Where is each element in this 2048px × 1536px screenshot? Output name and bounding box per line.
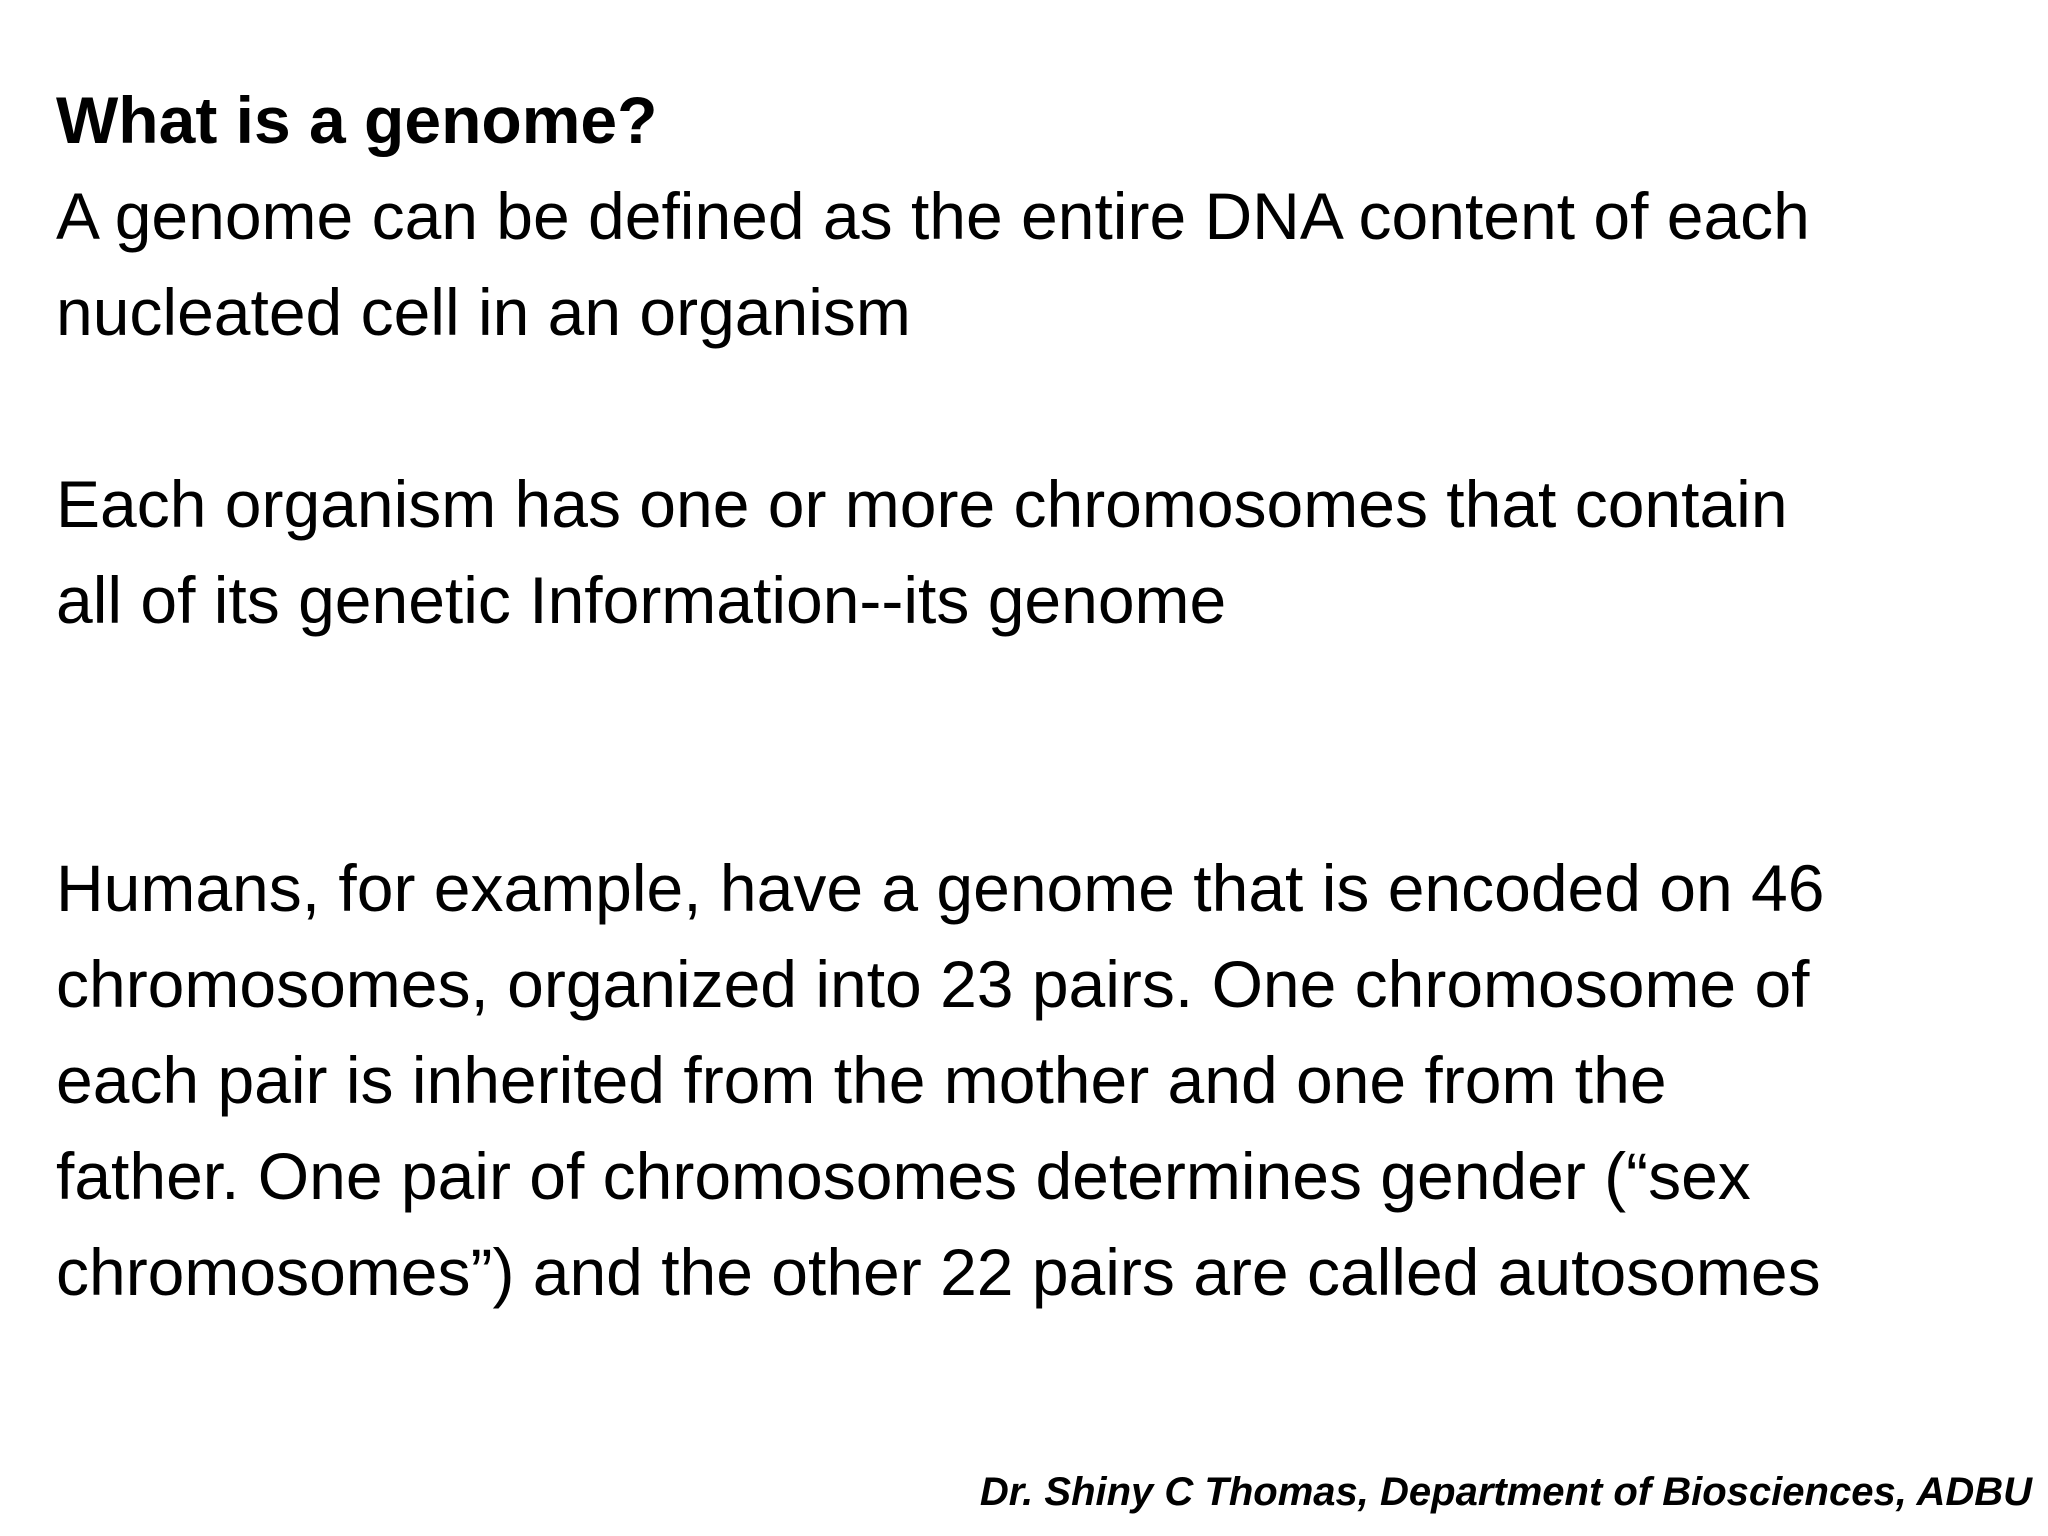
definition-paragraph <box>56 168 2016 360</box>
paragraph-line: all of its genetic Information--its genome <box>56 563 1227 637</box>
paragraph-line: Humans, for example, have a genome that is encoded on 46 <box>56 851 1825 925</box>
slide-title: What is a genome? <box>56 83 658 157</box>
paragraph-line: nucleated cell in an organism <box>56 275 911 349</box>
humans-example-paragraph <box>56 840 2016 1320</box>
author-footer: Dr. Shiny C Thomas, Department of Biosciences, ADBU <box>979 1470 2032 1514</box>
paragraph-line: Each organism has one or more chromosomes that contain <box>56 467 1788 541</box>
paragraph-line: each pair is inherited from the mother and one from the <box>56 1043 1667 1117</box>
paragraph-line: chromosomes”) and the other 22 pairs are called autosomes <box>56 1235 1821 1309</box>
paragraph-line: A genome can be defined as the entire DNA content of each <box>56 179 1810 253</box>
paragraph-line: chromosomes, organized into 23 pairs. One chromosome of <box>56 947 1810 1021</box>
chromosomes-paragraph <box>56 456 2016 648</box>
slide-content <box>56 72 2016 1320</box>
paragraph-line: father. One pair of chromosomes determines gender (“sex <box>56 1139 1751 1213</box>
